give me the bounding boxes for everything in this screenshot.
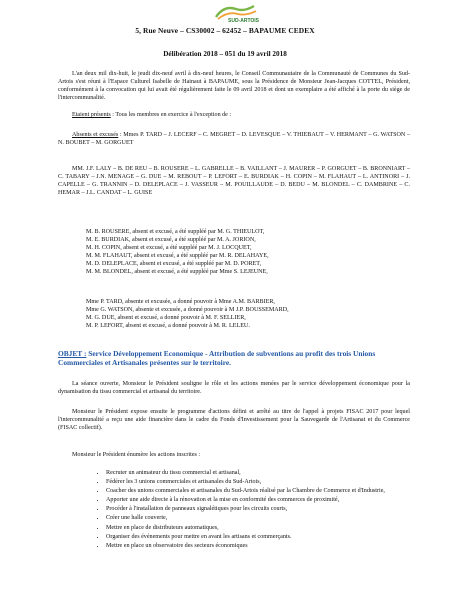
proxy-item: M. P. LEFORT, absent et excusé, a donné pouvoir à M. R. LELEU. [86, 323, 250, 330]
absents-paragraph [58, 132, 410, 148]
list-item: • Mettre en place un observatoire des secteurs économiques [106, 543, 424, 551]
list-item: • Mettre en place de distributeurs automatiques, [106, 525, 424, 533]
substitution-item: M. E. BURDIAK, absent et excusé, a été suppléé par M. A. JORION, [86, 237, 256, 244]
address-line: 5, Rue Neuve – CS30002 – 62452 – BAPAUME CEDEX [135, 26, 315, 35]
objet-label: OBJET : [58, 349, 87, 358]
objet-text: Service Développement Economique - Attribution de subventions au profit des trois Unions Commerciales et Artisanales présentes sur le territoire. [58, 349, 376, 368]
proxy-item: Mme P. TARD, absente et excusée, a donné pouvoir à Mme A.M. BARBIER, [86, 299, 275, 305]
presents-line [58, 112, 410, 120]
deliberation-title: Délibération 2018 – 051 du 19 avril 2018 [163, 50, 287, 58]
list-item: • Créer une halle couverte, [106, 515, 424, 523]
substitution-item: M. M. BLONDEL, absent et excusé, a été suppléé par Mme S. LEJEUNE, [86, 269, 268, 276]
logo-text: SUD-ARTOIS [228, 18, 260, 23]
objet-heading [58, 349, 410, 367]
proxy-item: Mme G. WATSON, absente et excusée, a donné pouvoir à M J.P. BOUSSEMARD, [86, 307, 289, 314]
substitutions-list [86, 228, 269, 277]
presents-label: Etaient présents [72, 112, 111, 118]
actions-list [92, 470, 424, 552]
paragraph-fisac: Monsieur le Président expose ensuite le programme d'actions défini et arrêté au titre de l'appel à projets FISAC 2017 pour lequel l'intercommunalité a reçu une aide financière dans le cadre du Fonds d'Investissement pour la Sauvegarde de l'Artisanat et du Commerce (FISAC collectif). [58, 409, 410, 431]
substitution-item: M. H. COPIN, absent et excusé, a été suppléé par M. J. LOCQUET, [86, 245, 252, 252]
paragraph-actions-intro: Monsieur le Président énumère les actions inscrites : [72, 452, 201, 458]
presents-text: : Tous les membres en exercice à l'exception de : [110, 112, 232, 118]
substitution-item: M. B. ROUSERE, absent et excusé, a été suppléé par M. G. THIEULOT, [86, 229, 265, 235]
sud-artois-logo-icon [214, 3, 260, 23]
substitution-item: M. D. DELEPLACE, absent et excusé, a été suppléé par M. D. PORET, [86, 261, 262, 268]
list-item: • Fédérer les 3 unions commerciales et artisanales du Sud-Artois, [106, 479, 424, 487]
absents-label: Absents et excusés [72, 132, 119, 138]
list-item: • Recruter un animateur du tissu commercial et artisanal, [106, 470, 424, 478]
proxies-list [86, 298, 289, 330]
proxy-item: M. G. DUE, absent et excusé, a donné pouvoir à M. F. SELLIER, [86, 315, 246, 322]
list-item: • Coacher des unions commerciales et artisanales du Sud-Artois réalisé par la Chambre de Commerce et d'Industrie, [106, 488, 424, 496]
intro-paragraph: L'an deux mil dix-huit, le jeudi dix-neuf avril à dix-neuf heures, le Conseil Communautaire de la Communauté de Communes du Sud-Artois s'est réuni à l'Espace Culturel Isabelle de Hainaut à BAPAUME, sous la Présidence de Monsieur Jean-Jacques COTTEL, Président, conformément à la convocation qui lui avait été régulièrement faite le 09 avril 2018 et dont un exemplaire a été affiché à la porte du siège de l'intercommunalité. [58, 71, 410, 101]
absents-text: : Mmes P. TARD – J. LECERF – C. MEGRET – D. LEVESQUE – V. THIEBAUT – V. HERMANT – G. WATSON – N. BOUBET – M. GORGUET [58, 132, 410, 146]
list-item: • Apporter une aide directe à la rénovation et la mise en conformité des commerces de proximité, [106, 497, 424, 505]
list-item: • Organiser des événements pour mettre en avant les artisans et commerçants. [106, 534, 424, 542]
substitution-item: M. M. FLAHAUT, absent et excusé, a été suppléé par M. R. DELAHAYE, [86, 253, 269, 260]
members-paragraph: MM. J.F. LALY – B. DE REU – B. ROUSERE – L. GABRELLE – B. VAILLANT – J. MAURER – P. GORGUET – B. BRONNIART – C. TABARY – J.N. MENAGE – G. DUE – M. REBOUT – P. LEFORT – E. BURDIAK – H. COPIN – M. FLAHAUT – L. ANTINORI – J. CAPELLE – G. TRANNIN – D. DELEPLACE – J. VASSEUR – M. POUILLAUDE – D. BEDU – M. BLONDEL – C. DAMBRINE – C. HEMAR – J.L. CANDAT – L. GUISE [58, 166, 410, 196]
list-item: • Procéder à l'installation de panneaux signalétiques pour les circuits courts, [106, 506, 424, 514]
paragraph-seance: La séance ouverte, Monsieur le Président souligne le rôle et les actions menées par le service développement économique pour la dynamisation du tissu commercial et artisanal du territoire. [58, 381, 410, 395]
